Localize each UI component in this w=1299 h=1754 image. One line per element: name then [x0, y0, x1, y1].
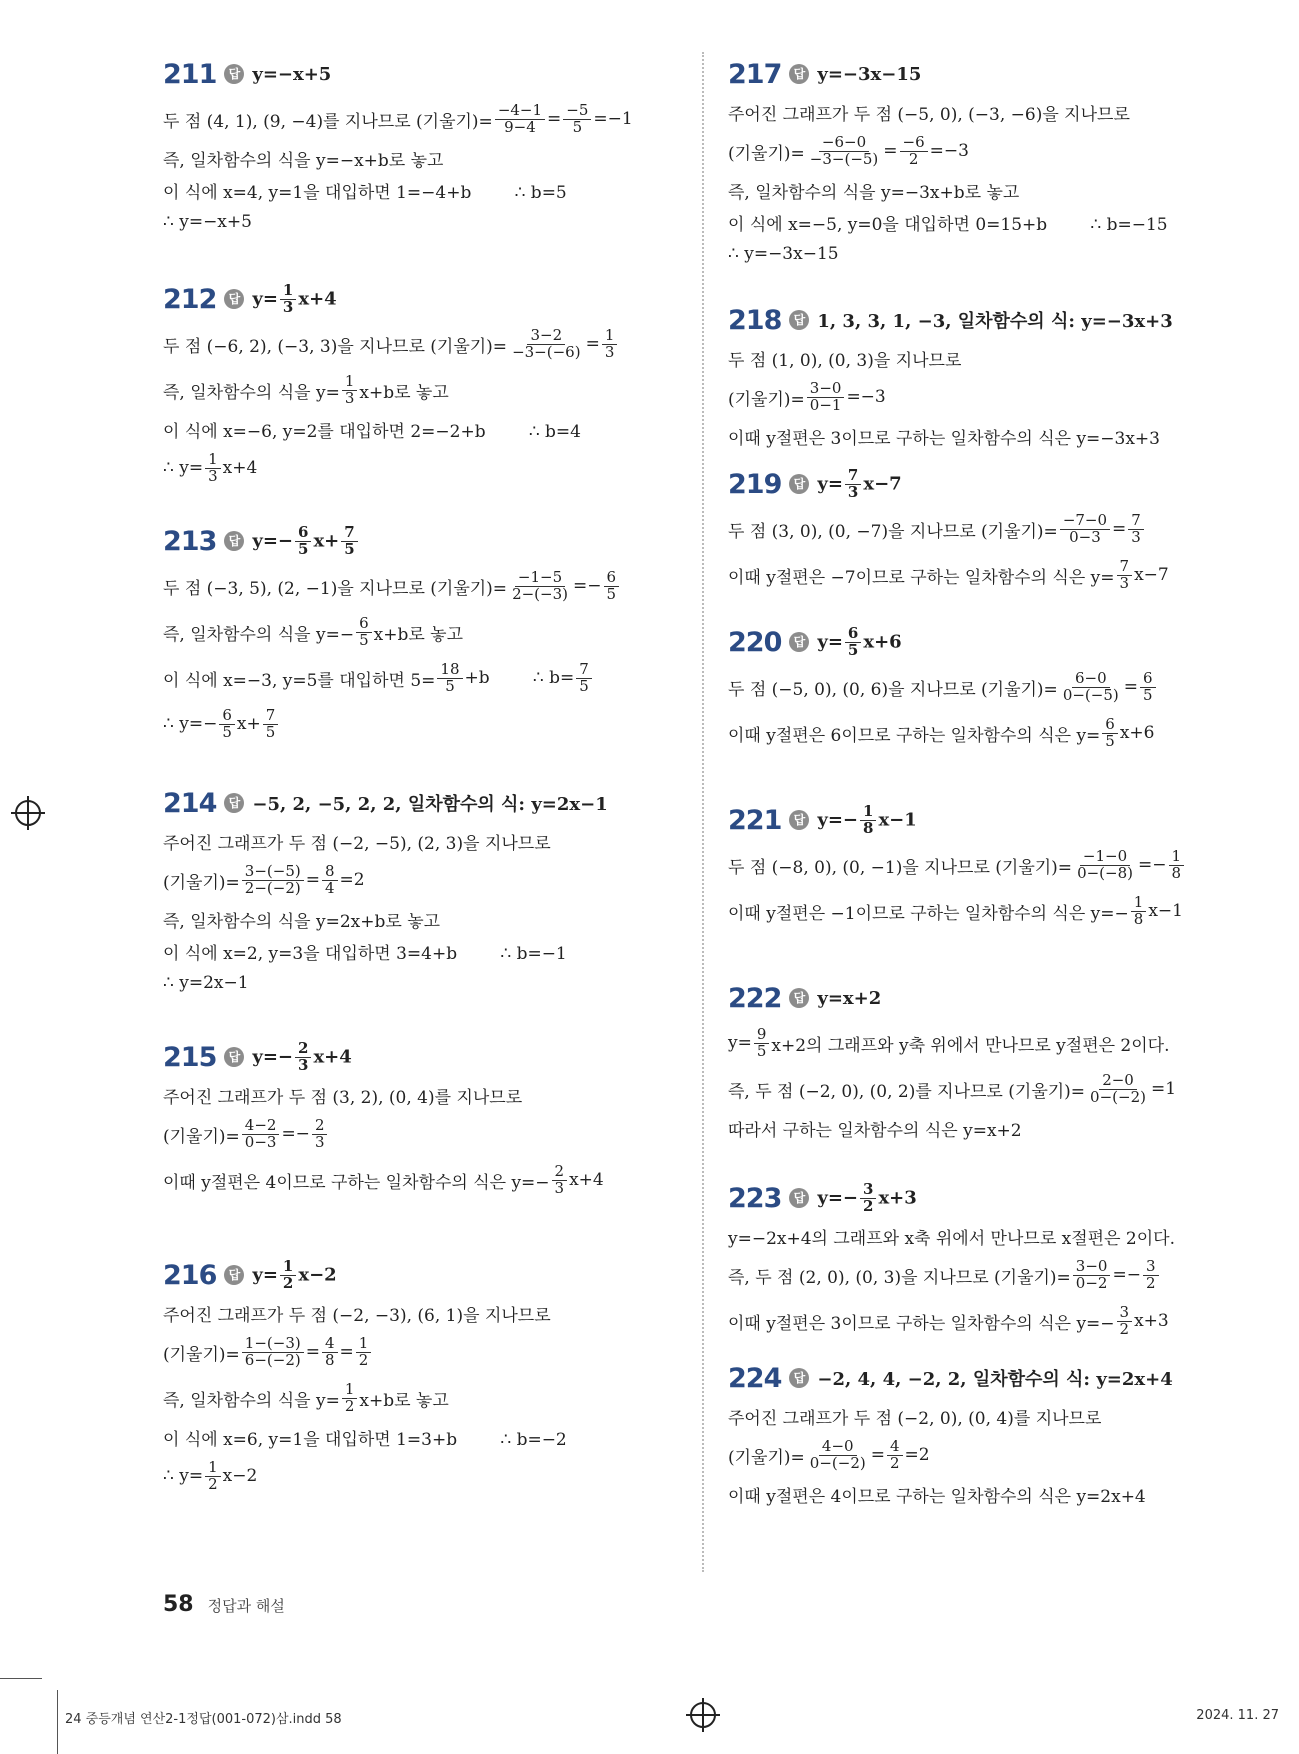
solution-line: 두 점 (−3, 5), (2, −1)을 지나므로 (기울기)= $\frac{-1-5}{2-(-3)}$ =− $\frac{6}{5}$ — [163, 563, 698, 609]
right-column — [728, 52, 1248, 1510]
solution-line: 이때 y절편은 4이므로 구하는 일차함수의 식은 y=− $\frac{2}{3}$ x+4 — [163, 1161, 604, 1197]
answer-badge-icon: 답 — [789, 988, 809, 1008]
answer: y= $\frac{1}{3}$ x+4 — [252, 280, 337, 316]
problem-number: 212 — [163, 283, 217, 315]
solution-line: 주어진 그래프가 두 점 (−2, 0), (0, 4)를 지나므로 — [728, 1408, 1102, 1429]
answer-badge-icon: 답 — [789, 64, 809, 84]
solution-line: 두 점 (−6, 2), (−3, 3)을 지나므로 (기울기)= $\frac{3-2}{-3-(-6)}$ = $\frac{1}{3}$ — [163, 321, 698, 367]
answer: y=− $\frac{1}{8}$ x−1 — [817, 801, 917, 837]
answer-badge-icon: 답 — [224, 1265, 244, 1285]
problem-215 — [163, 1035, 698, 1253]
solution-line: (기울기)= $\frac{-6-0}{-3-(-5)}$ = $\frac{-6}{2}$ =−3 — [728, 132, 969, 168]
answer: y= $\frac{1}{2}$ x−2 — [252, 1256, 337, 1292]
problem-211 — [163, 52, 698, 277]
answer: −2, 4, 4, −2, 2, 일차함수의 식: y=2x+4 — [817, 1369, 1173, 1390]
answer: 1, 3, 3, 1, −3, 일차함수의 식: y=−3x+3 — [817, 311, 1173, 332]
page-footer — [163, 1592, 285, 1617]
solution-line: 이 식에 x=−3, y=5를 대입하면 5= $\frac{18}{5}$ +b ∴ b= $\frac{7}{5}$ — [163, 655, 698, 701]
solution-line: y=−2x+4의 그래프와 x축 위에서 만나므로 x절편은 2이다. — [728, 1228, 1175, 1249]
answer-badge-icon: 답 — [224, 64, 244, 84]
solution-line: 주어진 그래프가 두 점 (3, 2), (0, 4)를 지나므로 — [163, 1087, 523, 1108]
crop-mark — [57, 1690, 58, 1754]
column-divider — [702, 52, 704, 1572]
problem-number: 213 — [163, 525, 217, 557]
solution-line: 이때 y절편은 3이므로 구하는 일차함수의 식은 y=−3x+3 — [728, 428, 1160, 449]
answer-badge-icon: 답 — [224, 1047, 244, 1067]
solution-line: ∴ y= $\frac{1}{2}$ x−2 — [163, 1457, 258, 1493]
answer: y=−3x−15 — [817, 63, 922, 85]
problem-number: 216 — [163, 1259, 217, 1291]
problem-number: 223 — [728, 1182, 782, 1214]
problem-number: 220 — [728, 626, 782, 658]
problem-number: 219 — [728, 468, 782, 500]
solution-line: 이 식에 x=4, y=1을 대입하면 1=−4+b ∴ b=5 — [163, 182, 567, 203]
solution-line: 이 식에 x=−5, y=0을 대입하면 0=15+b ∴ b=−15 — [728, 214, 1168, 235]
problem-number: 217 — [728, 58, 782, 90]
registration-mark-icon — [15, 800, 41, 826]
answer: −5, 2, −5, 2, 2, 일차함수의 식: y=2x−1 — [252, 794, 608, 815]
print-file-info: 24 중등개념 연산2-1정답(001-072)삼.indd 58 — [65, 1712, 342, 1727]
print-date: 2024. 11. 27 — [1196, 1708, 1279, 1723]
problem-212 — [163, 277, 698, 519]
crop-mark — [0, 1678, 42, 1679]
solution-line: ∴ y=− $\frac{6}{5}$ x+ $\frac{7}{5}$ — [163, 701, 698, 747]
solution-line: 주어진 그래프가 두 점 (−5, 0), (−3, −6)을 지나므로 — [728, 104, 1130, 125]
solution-line: (기울기)= $\frac{1-(-3)}{6-(-2)}$ = $\frac{4}{8}$ = $\frac{1}{2}$ — [163, 1329, 698, 1375]
solution-line: (기울기)= $\frac{4-2}{0-3}$ =− $\frac{2}{3}$ — [163, 1111, 698, 1157]
solution-line: y= $\frac{9}{5}$ x+2의 그래프와 y축 위에서 만나므로 y절편은 2이다. — [728, 1024, 1170, 1060]
answer-badge-icon: 답 — [789, 1368, 809, 1388]
problem-220 — [728, 620, 1248, 798]
solution-line: 이때 y절편은 4이므로 구하는 일차함수의 식은 y=2x+4 — [728, 1486, 1146, 1507]
solution-line: ∴ y= $\frac{1}{3}$ x+4 — [163, 449, 258, 485]
problem-number: 215 — [163, 1041, 217, 1073]
answer-badge-icon: 답 — [789, 474, 809, 494]
solution-line: 이 식에 x=6, y=1을 대입하면 1=3+b ∴ b=−2 — [163, 1429, 567, 1450]
solution-line: 즉, 일차함수의 식을 y=− $\frac{6}{5}$ x+b로 놓고 — [163, 613, 464, 649]
answer-badge-icon: 답 — [224, 289, 244, 309]
answer: y=− $\frac{3}{2}$ x+3 — [817, 1179, 917, 1215]
solution-line: 즉, 일차함수의 식을 y=−3x+b로 놓고 — [728, 182, 1020, 203]
solution-line: (기울기)= $\frac{3-0}{0-1}$ =−3 — [728, 378, 886, 414]
problem-217 — [728, 52, 1248, 298]
registration-mark-icon — [690, 1702, 716, 1728]
solution-line: 두 점 (1, 0), (0, 3)을 지나므로 — [728, 350, 962, 371]
problem-213 — [163, 519, 698, 781]
solution-line: 주어진 그래프가 두 점 (−2, −5), (2, 3)을 지나므로 — [163, 833, 551, 854]
answer: y=− $\frac{2}{3}$ x+4 — [252, 1038, 352, 1074]
problem-224 — [728, 1356, 1248, 1510]
solution-line: 따라서 구하는 일차함수의 식은 y=x+2 — [728, 1120, 1022, 1141]
solution-line: ∴ y=2x−1 — [163, 973, 249, 993]
page-label: 정답과 해설 — [207, 1597, 285, 1615]
solution-line: 이때 y절편은 −1이므로 구하는 일차함수의 식은 y=− $\frac{1}{8}$ x−1 — [728, 892, 1183, 928]
problem-number: 211 — [163, 58, 217, 90]
page-number: 58 — [163, 1592, 194, 1617]
problem-223 — [728, 1176, 1248, 1356]
solution-line: 즉, 두 점 (−2, 0), (0, 2)를 지나므로 (기울기)= $\frac{2-0}{0-(-2)}$ =1 — [728, 1070, 1177, 1106]
problem-number: 222 — [728, 982, 782, 1014]
answer: y=x+2 — [817, 987, 882, 1009]
problem-214 — [163, 781, 698, 1035]
answer: y=−x+5 — [252, 63, 332, 85]
problem-218 — [728, 298, 1248, 462]
solution-line: 두 점 (3, 0), (0, −7)을 지나므로 (기울기)= $\frac{-7-0}{0-3}$ = $\frac{7}{3}$ — [728, 506, 1248, 552]
problem-number: 218 — [728, 304, 782, 336]
problem-number: 214 — [163, 787, 217, 819]
solution-line: 즉, 일차함수의 식을 y= $\frac{1}{2}$ x+b로 놓고 — [163, 1379, 449, 1415]
problem-216 — [163, 1253, 698, 1499]
answer: y= $\frac{6}{5}$ x+6 — [817, 623, 902, 659]
answer: y=− $\frac{6}{5}$ x+ $\frac{7}{5}$ — [252, 525, 359, 558]
answer-badge-icon: 답 — [789, 310, 809, 330]
solution-line: 즉, 일차함수의 식을 y=2x+b로 놓고 — [163, 911, 441, 932]
solution-line: 이때 y절편은 6이므로 구하는 일차함수의 식은 y= $\frac{6}{5}$ x+6 — [728, 714, 1155, 750]
solution-line: 이때 y절편은 −7이므로 구하는 일차함수의 식은 y= $\frac{7}{3}$ x−7 — [728, 556, 1169, 592]
left-column — [163, 52, 698, 1499]
solution-line: (기울기)= $\frac{4-0}{0-(-2)}$ = $\frac{4}{2}$ =2 — [728, 1436, 930, 1472]
solution-line: 이 식에 x=−6, y=2를 대입하면 2=−2+b ∴ b=4 — [163, 421, 581, 442]
problem-219 — [728, 462, 1248, 620]
problem-number: 224 — [728, 1362, 782, 1394]
answer-badge-icon: 답 — [789, 632, 809, 652]
solution-line: 즉, 일차함수의 식을 y=−x+b로 놓고 — [163, 150, 444, 171]
solution-line: 두 점 (4, 1), (9, −4)를 지나므로 (기울기)= $\frac{-4-1}{9-4}$ = $\frac{-5}{5}$ =−1 — [163, 100, 633, 136]
solution-line: 두 점 (−5, 0), (0, 6)을 지나므로 (기울기)= $\frac{6-0}{0-(-5)}$ = $\frac{6}{5}$ — [728, 664, 1248, 710]
solution-line: ∴ y=−3x−15 — [728, 244, 839, 264]
solution-line: 이 식에 x=2, y=3을 대입하면 3=4+b ∴ b=−1 — [163, 943, 567, 964]
solution-line: 이때 y절편은 3이므로 구하는 일차함수의 식은 y=− $\frac{3}{2}$ x+3 — [728, 1302, 1169, 1338]
problem-number: 221 — [728, 804, 782, 836]
solution-line: ∴ y=−x+5 — [163, 212, 252, 232]
problem-221 — [728, 798, 1248, 976]
solution-line: 두 점 (−8, 0), (0, −1)을 지나므로 (기울기)= $\frac{-1-0}{0-(-8)}$ =− $\frac{1}{8}$ — [728, 842, 1248, 888]
solution-line: 즉, 두 점 (2, 0), (0, 3)을 지나므로 (기울기)= $\frac{3-0}{0-2}$ =− $\frac{3}{2}$ — [728, 1252, 1248, 1298]
answer-badge-icon: 답 — [224, 793, 244, 813]
answer-badge-icon: 답 — [224, 531, 244, 551]
solution-line: (기울기)= $\frac{3-(-5)}{2-(-2)}$ = $\frac{8}{4}$ =2 — [163, 861, 365, 897]
answer-badge-icon: 답 — [789, 1188, 809, 1208]
problem-222 — [728, 976, 1248, 1176]
solution-line: 주어진 그래프가 두 점 (−2, −3), (6, 1)을 지나므로 — [163, 1305, 551, 1326]
solution-line: 즉, 일차함수의 식을 y= $\frac{1}{3}$ x+b로 놓고 — [163, 371, 449, 407]
answer-badge-icon: 답 — [789, 810, 809, 830]
answer: y= $\frac{7}{3}$ x−7 — [817, 465, 902, 501]
